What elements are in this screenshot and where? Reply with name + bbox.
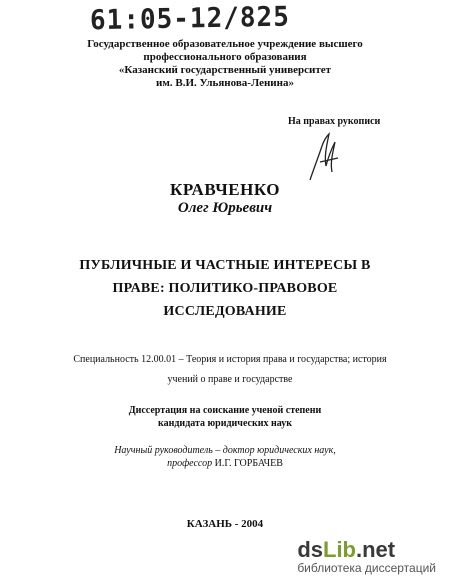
rights-note: На правах рукописи xyxy=(288,116,381,127)
specialty-block xyxy=(30,350,430,390)
title-line: ПУБЛИЧНЫЕ И ЧАСТНЫЕ ИНТЕРЕСЫ В xyxy=(79,258,371,273)
specialty-line: Специальность 12.00.01 – Теория и история права и государства; история xyxy=(73,354,387,365)
degree-line: кандидата юридических наук xyxy=(158,418,292,429)
institution-line: Государственное образовательное учреждение высшего xyxy=(87,38,363,50)
institution-block xyxy=(40,38,410,90)
dslib-watermark xyxy=(297,539,436,575)
logo-main: Lib xyxy=(323,537,356,562)
dslib-logo xyxy=(297,539,436,561)
city-year: КАЗАНЬ - 2004 xyxy=(186,518,264,530)
institution-line: профессионального образования xyxy=(143,51,307,63)
dissertation-title xyxy=(30,254,420,323)
specialty-line: учений о праве и государстве xyxy=(167,374,293,385)
archive-number-handwritten: 61:05-12/825 xyxy=(89,1,291,37)
supervisor-name: И.Г. ГОРБАЧЕВ xyxy=(214,458,283,469)
degree-line: Диссертация на соискание ученой степени xyxy=(128,405,322,416)
institution-line: им. В.И. Ульянова-Ленина» xyxy=(156,77,294,89)
supervisor-role: профессор xyxy=(167,458,213,469)
title-line: ПРАВЕ: ПОЛИТИКО-ПРАВОВОЕ xyxy=(112,281,338,296)
supervisor-name-line xyxy=(30,457,420,470)
author-first-names: Олег Юрьевич xyxy=(177,200,273,216)
author-last-name: КРАВЧЕНКО xyxy=(170,180,280,199)
dslib-subtitle: библиотека диссертаций xyxy=(297,561,436,575)
signature-mark xyxy=(300,128,350,188)
supervisor-block xyxy=(30,444,420,470)
logo-prefix: ds xyxy=(297,537,323,562)
logo-suffix: .net xyxy=(356,537,396,562)
supervisor-line: Научный руководитель – доктор юридических наук, xyxy=(114,445,336,456)
title-line: ИССЛЕДОВАНИЕ xyxy=(163,304,287,319)
institution-line: «Казанский государственный университет xyxy=(118,64,332,76)
degree-statement xyxy=(60,404,390,430)
